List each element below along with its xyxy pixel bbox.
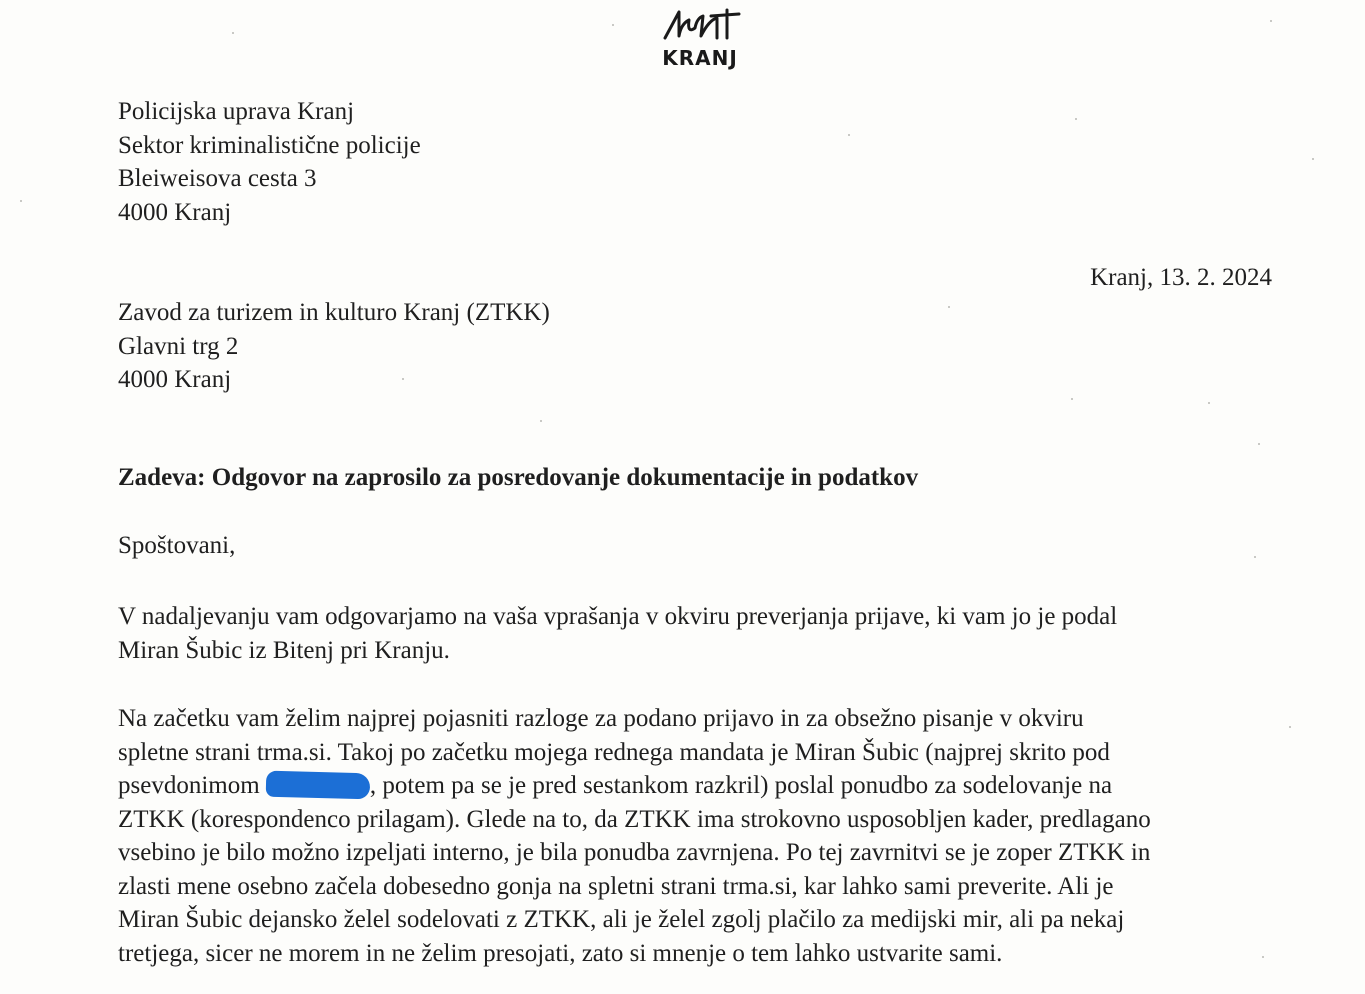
scan-speck	[612, 24, 614, 26]
scan-speck	[1208, 402, 1210, 404]
letter-date: Kranj, 13. 2. 2024	[1090, 264, 1272, 291]
letter-greeting: Spoštovani,	[118, 532, 236, 559]
sender-line: 4000 Kranj	[118, 198, 232, 226]
sender-line: Bleiweisova cesta 3	[118, 165, 317, 192]
kranj-emblem-icon	[657, 6, 743, 42]
paragraph-line: Miran Šubic dejansko želel sodelovati z ZTKK, ali je želel zgolj plačilo za medijski mir, ali pa nekaj	[118, 906, 1125, 933]
body-paragraph-2	[118, 702, 1151, 970]
sender-line: Policijska uprava Kranj	[118, 98, 355, 125]
scan-speck	[20, 200, 22, 202]
recipient-address	[118, 296, 550, 397]
paragraph-line: zlasti mene osebno začela dobesedno gonja na spletni strani trma.si, kar lahko sami preverite. Ali je	[118, 872, 1114, 900]
line-text: psevdonimom	[118, 772, 266, 799]
sender-address	[118, 95, 421, 229]
paragraph-line: tretjega, sicer ne morem in ne želim presojati, zato si mnenje o tem lahko ustvarite sami.	[118, 939, 1003, 967]
scan-speck	[1254, 556, 1256, 558]
recipient-line: Zavod za turizem in kulturo Kranj (ZTKK)	[118, 299, 550, 326]
scan-speck	[1270, 20, 1272, 22]
recipient-line: Glavni trg 2	[118, 332, 239, 360]
paragraph-line: Na začetku vam želim najprej pojasniti razloge za podano prijavo in za obsežno pisanje v okviru	[118, 705, 1084, 732]
line-text: , potem pa se je pred sestankom razkril) poslal ponudbo za sodelovanje na	[369, 772, 1113, 799]
paragraph-line: spletne strani trma.si. Takoj po začetku mojega rednega mandata je Miran Šubic (najprej skrito pod	[118, 738, 1110, 766]
logo-text: KRANJ	[662, 46, 738, 70]
scan-speck	[1262, 956, 1264, 958]
paragraph-line: vsebino je bilo možno izpeljati interno, je bila ponudba zavrnjena. Po tej zavrnitvi se je zoper ZTKK in	[118, 839, 1151, 866]
body-paragraph-1	[118, 600, 1117, 667]
sender-line: Sektor kriminalistične policije	[118, 131, 421, 159]
paragraph-line: V nadaljevanju vam odgovarjamo na vaša vprašanja v okviru preverjanja prijave, ki vam jo je podal	[118, 603, 1118, 630]
scan-speck	[1071, 398, 1073, 400]
paragraph-line: ZTKK (korespondenco prilagam). Glede na to, da ZTKK ima strokovno usposobljen kader, predlagano	[118, 805, 1151, 833]
scan-speck	[1312, 158, 1314, 160]
scan-speck	[540, 420, 542, 422]
letterhead-logo	[650, 6, 750, 70]
scan-speck	[232, 32, 234, 34]
scan-speck	[1258, 443, 1260, 445]
scan-speck	[948, 306, 950, 308]
paragraph-line: Miran Šubic iz Bitenj pri Kranju.	[118, 636, 450, 664]
paragraph-line	[118, 769, 1151, 803]
redaction-mark	[266, 771, 371, 800]
scan-speck	[1289, 726, 1291, 728]
letter-subject: Zadeva: Odgovor na zaprosilo za posredovanje dokumentacije in podatkov	[118, 464, 919, 491]
recipient-line: 4000 Kranj	[118, 366, 232, 393]
scan-speck	[848, 134, 850, 136]
scan-speck	[1075, 118, 1077, 120]
